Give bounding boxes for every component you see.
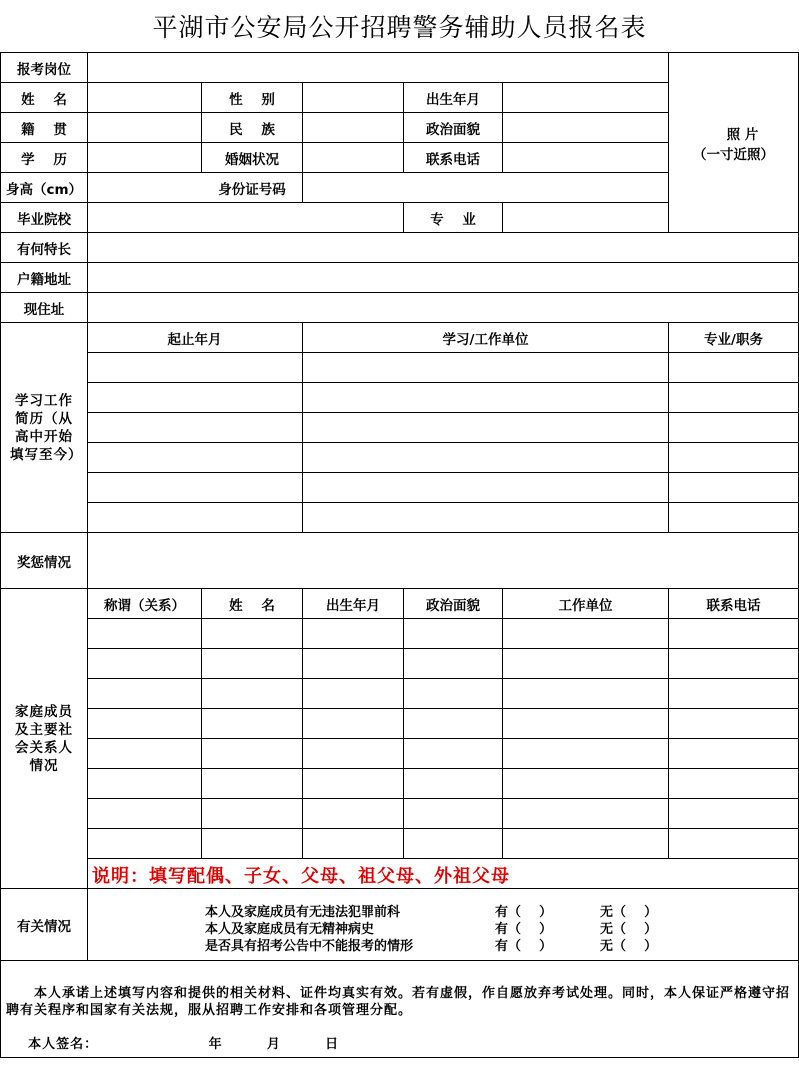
rule-v [502,82,503,173]
rule-v [87,52,88,961]
pledge-text: 本人承诺上述填写内容和提供的相关材料、证件均真实有效。若有虚假，作自愿放弃考试处理。同时，本人保证严格遵守招聘有关程序和国家有关法规，服从招聘工作安排和各项管理分配。 [6,986,791,1018]
rule-v [403,588,404,859]
rule-h [87,382,799,383]
rule-h [0,112,669,113]
related-item-text: 是否具有招考公告中不能报考的情形 [205,939,414,954]
related-item-no[interactable]: 无（ ） [600,922,658,937]
related-item-text: 本人及家庭成员有无精神病史 [205,922,375,937]
rule-h [87,412,799,413]
family-col-political: 政治面貌 [426,597,480,614]
rule-v [201,588,202,859]
label-id-number: 身份证号码 [218,181,286,198]
label-hukou: 户籍地址 [17,271,71,288]
related-item-yes[interactable]: 有（ ） [495,922,553,937]
rule-h [87,352,799,353]
family-col-name: 姓 名 [229,597,275,614]
rule-h [87,768,799,769]
label-specialty: 有何特长 [17,241,71,258]
photo-label [669,53,798,232]
resume-col-period: 起止年月 [167,331,222,348]
label-education: 学 历 [21,151,67,168]
rule-v [302,588,303,859]
rule-v [302,322,303,533]
label-native: 籍 贯 [21,121,67,138]
photo-label-line1: 照 片 [726,126,759,143]
resume-col-unit: 学习/工作单位 [442,331,529,348]
rule-h [0,262,799,263]
rule-h [87,502,799,503]
label-height: 身高（cm） [5,181,83,198]
label-marital: 婚姻状况 [225,151,279,168]
rule-h [87,472,799,473]
related-item-yes[interactable]: 有（ ） [495,905,553,920]
related-item-text: 本人及家庭成员有无违法犯罪前科 [205,905,401,920]
rule-h [87,798,799,799]
rule-h [87,648,799,649]
rule-h [87,738,799,739]
rule-v [502,202,503,233]
resume-side-label: 学习工作简历（从高中开始填写至今） [10,392,83,463]
rule-v [668,322,669,533]
rule-h [87,708,799,709]
rule-h [0,172,669,173]
related-item-yes[interactable]: 有（ ） [495,939,553,954]
family-col-phone: 联系电话 [706,597,761,614]
label-school: 毕业院校 [17,211,71,228]
family-col-employer: 工作单位 [558,597,613,614]
rule-h [0,82,669,83]
pledge-signature-label: 本人签名： [28,1037,99,1052]
rule-h [0,292,799,293]
label-phone: 联系电话 [426,151,480,168]
related-item-no[interactable]: 无（ ） [600,939,658,954]
rule-v [502,588,503,859]
rule-h [0,960,799,961]
family-note: 说明：填写配偶、子女、父母、祖父母、外祖父母 [92,866,510,887]
rule-h [0,232,799,233]
photo-label-line2: （一寸近照） [693,146,774,163]
rule-h [0,142,669,143]
rule-h [0,532,799,533]
label-ethnicity: 民 族 [229,121,275,138]
rule-h [87,618,799,619]
rule-h [87,858,799,859]
label-political: 政治面貌 [426,121,480,138]
form-title: 平湖市公安局公开招聘警务辅助人员报名表 [152,13,647,42]
label-address: 现住址 [23,301,65,318]
resume-col-position: 专业/职务 [704,331,763,348]
rule-h [87,442,799,443]
related-item-no[interactable]: 无（ ） [600,905,658,920]
rule-h [87,828,799,829]
label-post: 报考岗位 [17,61,71,78]
pledge-date: 年 月 日 [208,1037,340,1052]
label-birth: 出生年月 [426,91,480,108]
family-side-label: 家庭成员及主要社会关系人情况 [15,703,73,774]
family-col-relation: 称谓（关系） [104,597,185,614]
label-name: 姓 名 [21,91,67,108]
rule-v [302,82,303,203]
rule-v [668,588,669,859]
rule-h [0,202,669,203]
pledge-sign-row [6,1019,791,1070]
related-label: 有关情况 [17,919,71,935]
rule-h [87,678,799,679]
label-major: 专 业 [430,211,476,228]
family-col-birth: 出生年月 [326,597,380,614]
pledge [6,985,791,1070]
awards-label: 奖惩情况 [17,554,71,571]
label-gender: 性 别 [229,91,275,108]
